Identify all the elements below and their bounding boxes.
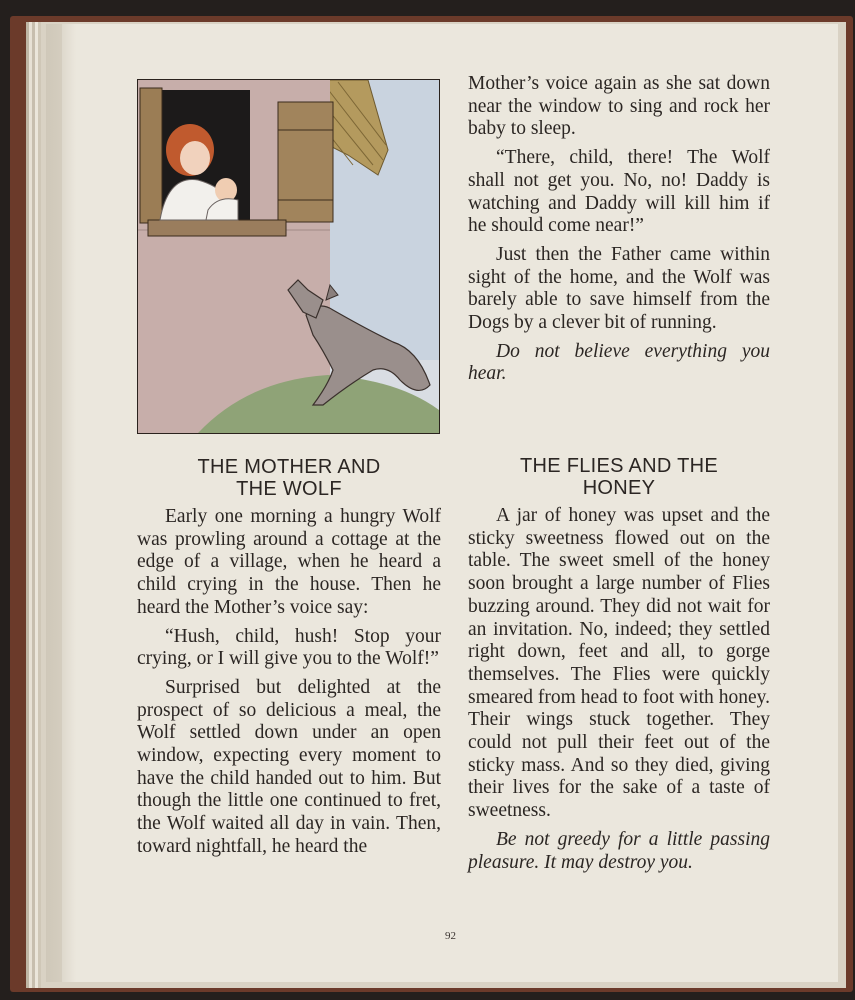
page-number: 92 <box>445 930 456 942</box>
flies-honey-moral: Be not greedy for a little passing pleasure. It may destroy you. <box>468 828 770 873</box>
mother-wolf-paragraph-2: “Hush, child, hush! Stop your crying, or I will give you to the Wolf!” <box>137 625 441 670</box>
page-gutter <box>46 24 76 982</box>
mother-baby-wolf-illustration <box>137 79 440 434</box>
mother-wolf-title-line-2: THE WOLF <box>236 478 342 500</box>
continuation-paragraph-3: Just then the Father came within sight of the home, and the Wolf was barely able to save himself from the Dogs by a clever bit of running. <box>468 243 770 334</box>
mother-wolf-continuation <box>468 73 770 386</box>
flies-honey-paragraph-1: A jar of honey was upset and the sticky sweetness flowed out on the table. The sweet smell of the honey soon brought a large number of Flies buzzing around. They did not wait for an invitation. No, indeed; they settled right down, feet and all, to gorge themselves. The Flies were quickly smeared from head to foot with honey. Their wings stuck together. They could not pull their feet out of the sticky mass. And so they died, giving their lives for the sake of a taste of sweetness. <box>468 505 770 822</box>
continuation-paragraph-2: “There, child, there! The Wolf shall not get you. No, no! Daddy is watching and Daddy will kill him if he should come near!” <box>468 147 770 237</box>
flies-honey-title <box>468 455 770 499</box>
flies-honey-title-line-2: HONEY <box>582 477 656 499</box>
mother-wolf-paragraph-3: Surprised but delighted at the prospect of so delicious a meal, the Wolf settled down under an open window, expecting every moment to have the child handed out to him. But though the little one continued to fret, the Wolf waited all day in vain. Then, toward nightfall, he heard the <box>137 676 441 857</box>
mother-wolf-moral: Do not believe everything you hear. <box>468 340 770 385</box>
mother-wolf-paragraph-1: Early one morning a hungry Wolf was prowling around a cottage at the edge of a village, when he heard a child crying in the house. Then he heard the Mother’s voice say: <box>137 506 441 618</box>
mother-wolf-story <box>137 456 441 859</box>
mother-wolf-title <box>137 456 441 500</box>
flies-honey-story <box>468 455 770 874</box>
illustration-icon <box>138 80 439 433</box>
flies-honey-title-line-1: THE FLIES AND THE <box>519 455 719 477</box>
mother-wolf-title-line-1: THE MOTHER AND <box>197 456 381 478</box>
continuation-paragraph-1: Mother’s voice again as she sat down near the window to sing and rock her baby to sleep. <box>468 73 770 140</box>
